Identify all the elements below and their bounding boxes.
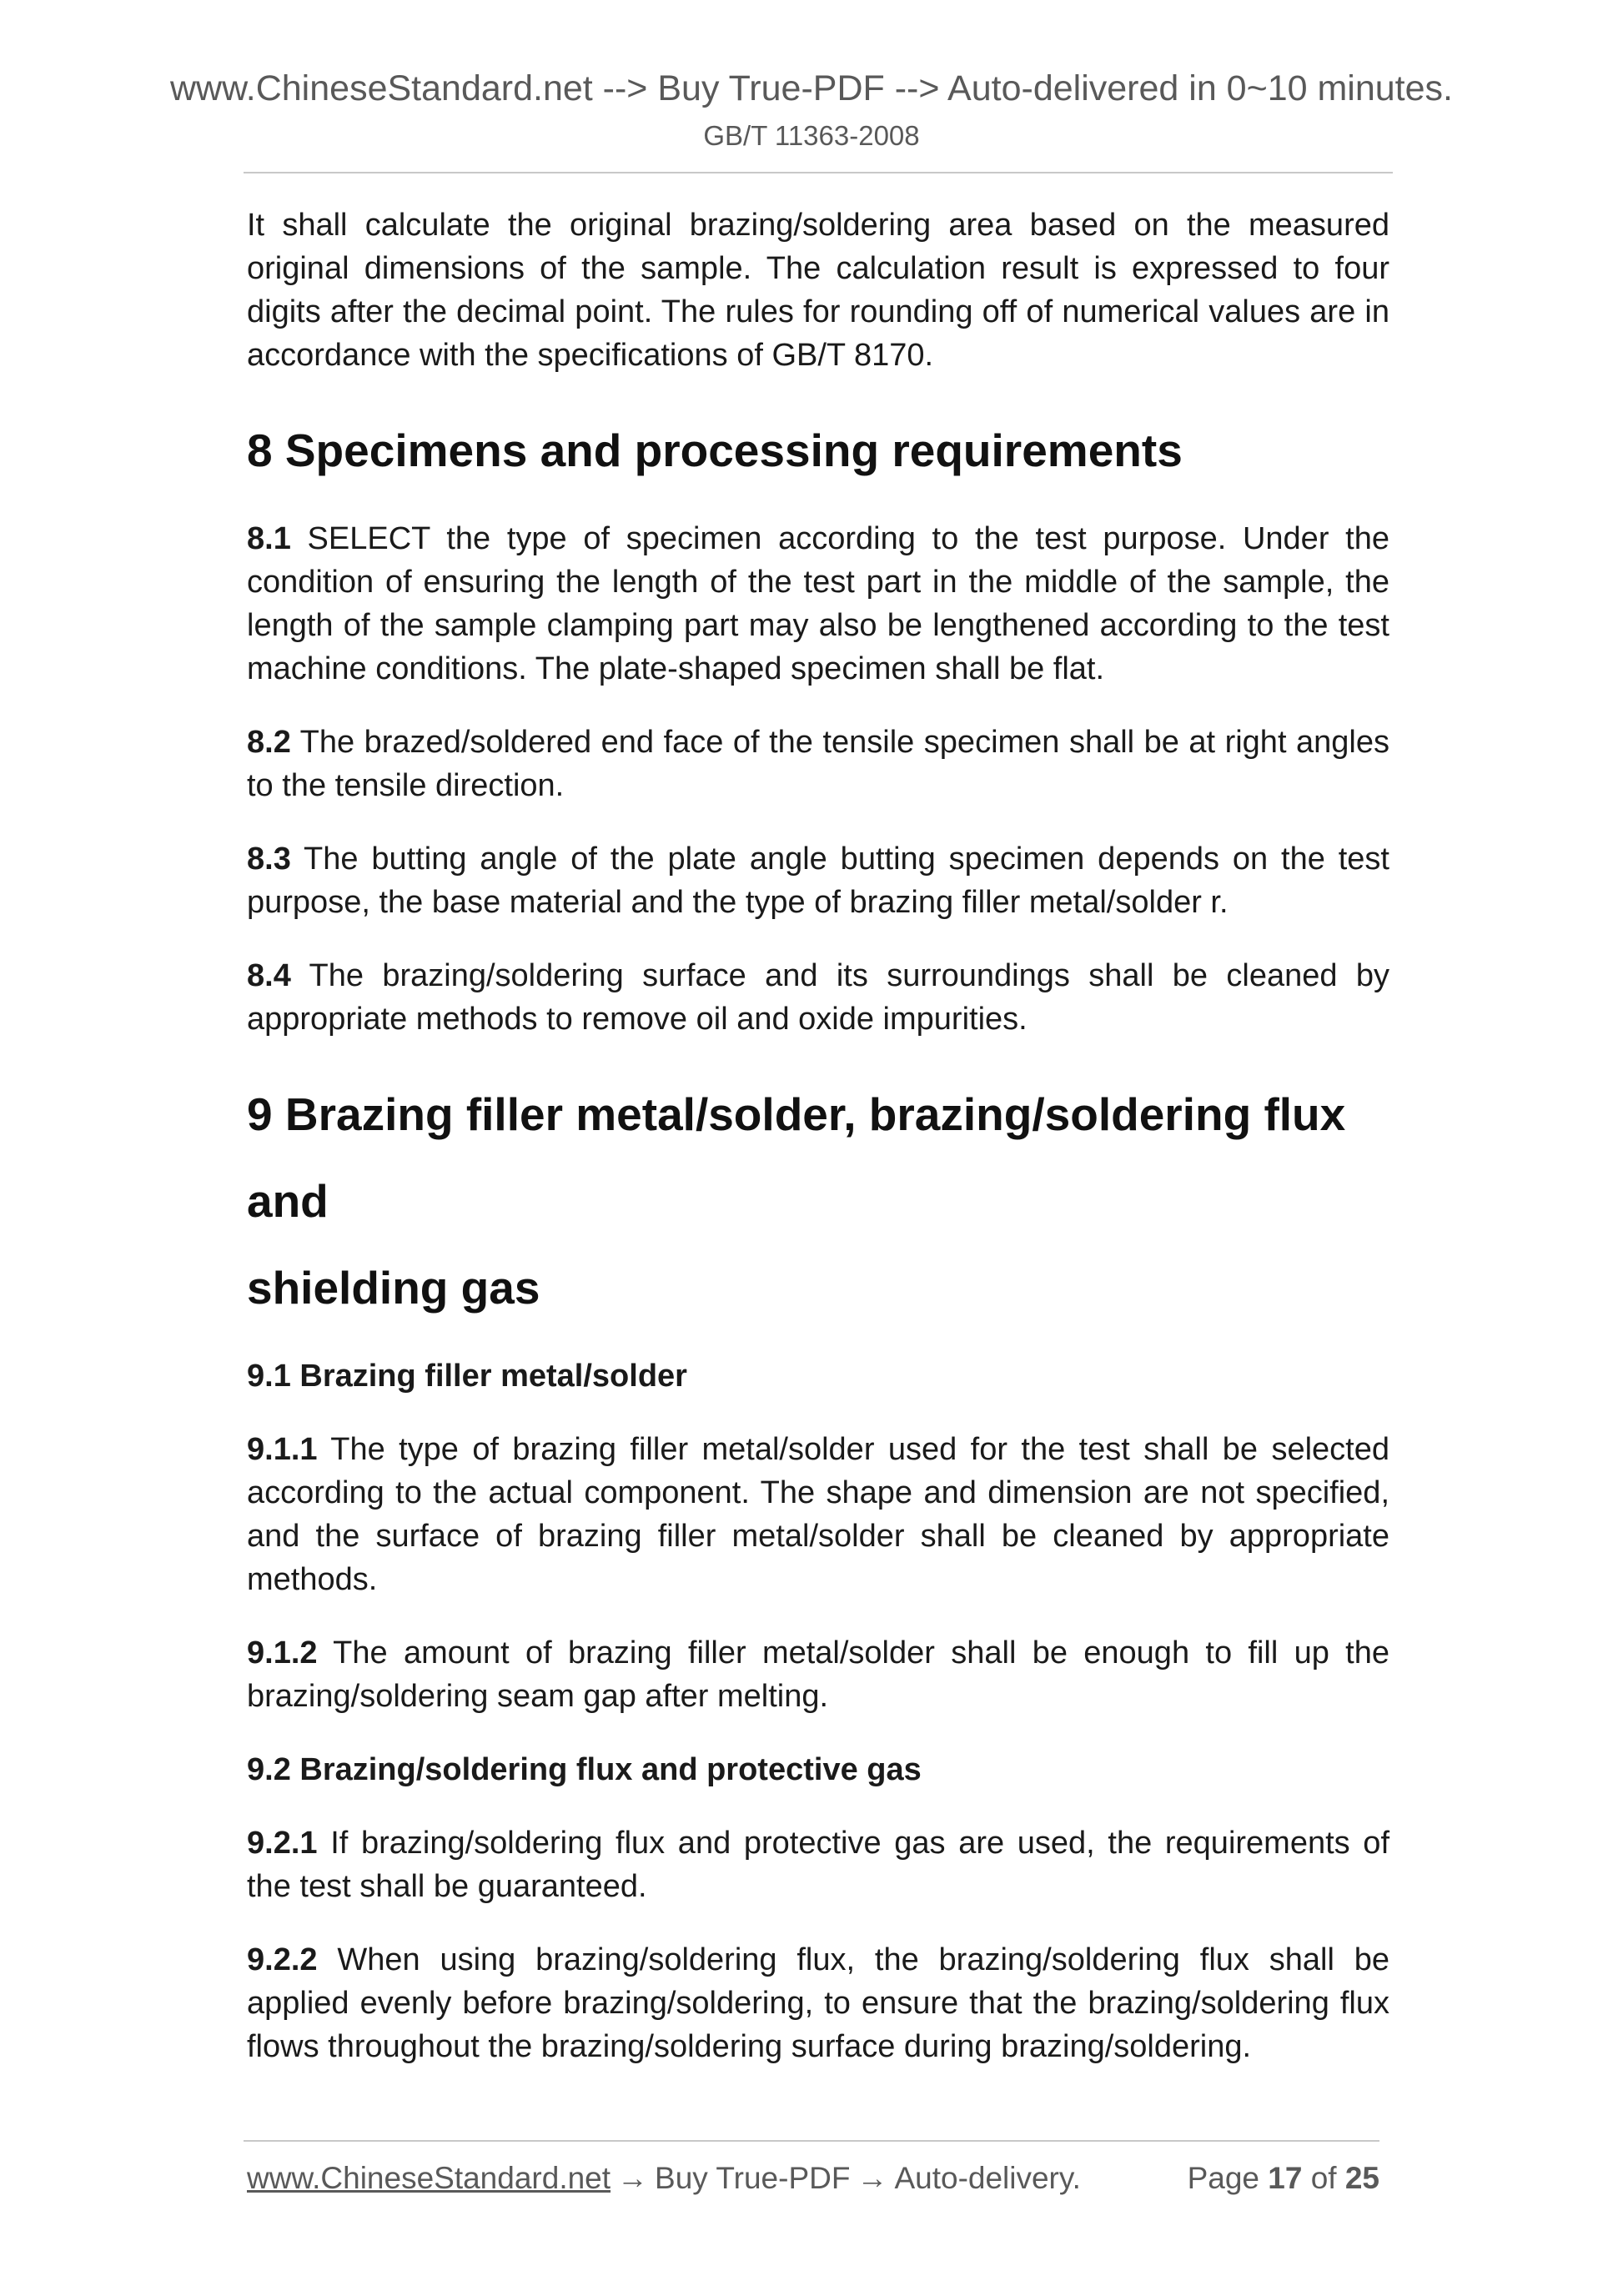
page-total: 25	[1344, 2161, 1379, 2195]
clause-text: The type of brazing filler metal/solder used for the test shall be selected according to the actual component. The shape and dimension are not specified, and the surface of brazing filler metal/solder shall be cleaned by appropriate methods.	[247, 1432, 1389, 1597]
clause-number: 9.2.1	[247, 1826, 318, 1861]
page-header	[0, 65, 1623, 155]
clause-9-2-2	[247, 1938, 1389, 2068]
clause-8-2	[247, 721, 1389, 807]
clause-9-1-2	[247, 1631, 1389, 1718]
clause-number: 8.1	[247, 521, 291, 556]
clause-text: The brazing/soldering surface and its surroundings shall be cleaned by appropriate methods to remove oil and oxide impurities.	[247, 958, 1389, 1037]
clause-text: The butting angle of the plate angle butting specimen depends on the test purpose, the base material and the type of brazing filler metal/solder r.	[247, 842, 1389, 920]
auto-delivery-text: Auto-delivery.	[894, 2161, 1081, 2195]
section-9-heading	[247, 1071, 1389, 1331]
page-indicator	[1188, 2158, 1379, 2198]
subsection-9-2-heading: 9.2 Brazing/soldering flux and protective gas	[247, 1752, 922, 1787]
buy-pdf-text: Buy True-PDF	[655, 2161, 851, 2195]
arrow-right-icon: →	[857, 2161, 888, 2195]
page-label: Page	[1187, 2161, 1259, 2195]
subsection-9-1-heading: 9.1 Brazing filler metal/solder	[247, 1359, 687, 1394]
footer-promo	[247, 2158, 1081, 2198]
clause-8-1	[247, 517, 1389, 691]
clause-number: 9.1.1	[247, 1432, 318, 1467]
clause-number: 8.3	[247, 842, 291, 877]
standard-number: GB/T 11363-2008	[703, 120, 920, 151]
document-body	[247, 203, 1389, 2098]
header-banner: www.ChineseStandard.net --> Buy True-PDF --> Auto-delivered in 0~10 minutes.	[169, 68, 1453, 108]
intro-paragraph: It shall calculate the original brazing/soldering area based on the measured original dimensions of the sample. The calculation result is expressed to four digits after the decimal point. The rules for rounding off of numerical values are in accordance with the specifications of GB/T 8170.	[247, 208, 1389, 373]
clause-9-2-1	[247, 1821, 1389, 1908]
section-9-heading-line1: 9 Brazing filler metal/solder, brazing/soldering flux and	[247, 1088, 1346, 1227]
clause-8-3	[247, 837, 1389, 924]
clause-8-4	[247, 954, 1389, 1041]
clause-number: 9.1.2	[247, 1635, 318, 1671]
clause-text: The brazed/soldered end face of the tensile specimen shall be at right angles to the tensile direction.	[247, 725, 1389, 803]
clause-number: 8.2	[247, 725, 291, 760]
section-9-heading-line2: shielding gas	[247, 1262, 540, 1314]
clause-number: 8.4	[247, 958, 291, 993]
website-link[interactable]: www.ChineseStandard.net	[247, 2161, 611, 2195]
clause-text: The amount of brazing filler metal/solder shall be enough to fill up the brazing/soldering seam gap after melting.	[247, 1635, 1389, 1714]
page-of-label: of	[1310, 2161, 1337, 2195]
clause-text: SELECT the type of specimen according to the test purpose. Under the condition of ensuring the length of the test part in the middle of the sample, the length of the sample clamping part may also be lengthened according to the test machine conditions. The plate-shaped specimen shall be flat.	[247, 521, 1389, 686]
header-divider	[244, 172, 1393, 173]
section-8-heading: 8 Specimens and processing requirements	[247, 425, 1183, 476]
clause-text: When using brazing/soldering flux, the brazing/soldering flux shall be applied evenly before brazing/soldering, to ensure that the brazing/soldering flux flows throughout the brazing/soldering surface during brazing/soldering.	[247, 1942, 1389, 2064]
page-current: 17	[1268, 2161, 1303, 2195]
clause-number: 9.2.2	[247, 1942, 318, 1977]
arrow-right-icon: →	[617, 2161, 649, 2195]
footer-divider	[244, 2140, 1379, 2142]
clause-9-1-1	[247, 1428, 1389, 1601]
clause-text: If brazing/soldering flux and protective gas are used, the requirements of the test shall be guaranteed.	[247, 1826, 1389, 1904]
